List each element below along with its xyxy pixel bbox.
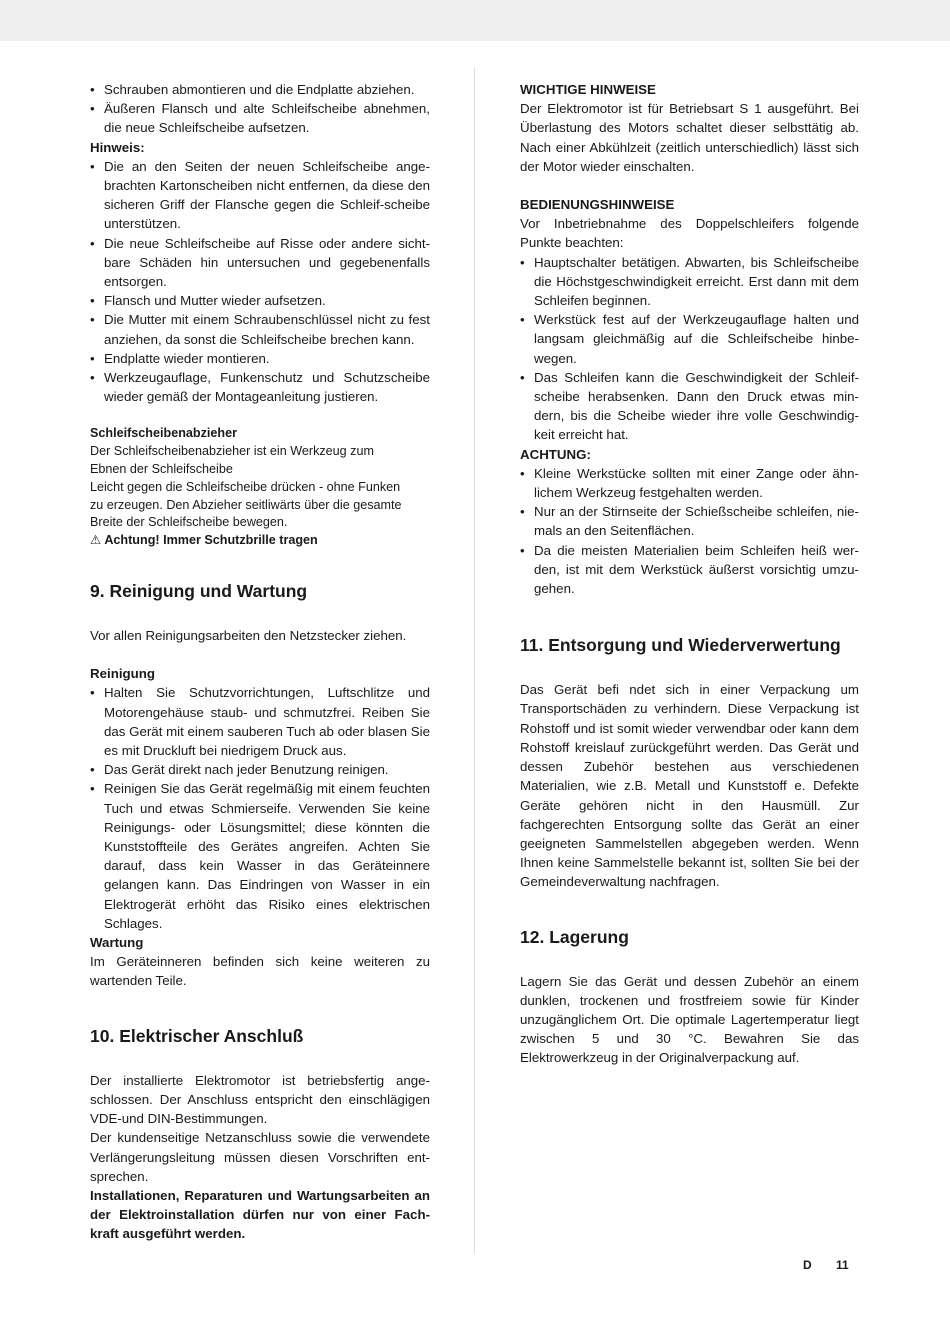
list-item: • Äußeren Flansch und alte Schleifscheibe abnehmen, die neue Schleifscheibe aufsetzen.	[90, 99, 430, 137]
right-column	[520, 80, 859, 1068]
list-item: • Flansch und Mutter wieder aufsetzen.	[90, 291, 430, 310]
list-item: • Endplatte wieder montieren.	[90, 349, 430, 368]
abzieher-line: Ebnen der Schleifscheibe	[90, 462, 233, 477]
list-item: • Kleine Werkstücke sollten mit einer Zange oder ähn-lichem Werkzeug festgehalten werden.	[520, 464, 859, 502]
list-item: • Das Gerät direkt nach jeder Benutzung reinigen.	[90, 760, 430, 779]
list-item: • Werkstück fest auf der Werkzeugauflage halten und langsam gleichmäßig auf die Schleifscheibe hinbe-wegen.	[520, 310, 859, 368]
abzieher-line: zu erzeugen. Den Abzieher seitliwärts über die gesamte	[90, 497, 402, 512]
list-item: • Werkzeugauflage, Funkenschutz und Schutzscheibe wieder gemäß der Montageanleitung justieren.	[90, 368, 430, 406]
section-12-text: Lagern Sie das Gerät und dessen Zubehör an einem dunklen, trockenen und frostfreiem sowie für Kinder unzugänglichem Ort. Die optimale Lagertemperatur liegt zwischen 5 und 30 °C. Bewahren Sie das Elektrowerkzeug in der Originalverpackung auf.	[520, 973, 859, 1066]
footer-language: D	[803, 1258, 812, 1272]
wartung-text: Im Geräteinneren befinden sich keine weiteren zu wartenden Teile.	[90, 954, 430, 989]
list-item: • Die an den Seiten der neuen Schleifscheibe ange-brachten Kartonscheiben nicht entfernen, da diese den sicheren Griff der Flansche gegen die Schleif-scheibe unterstützen.	[90, 157, 430, 234]
reinigung-list	[90, 683, 430, 933]
top-bar	[0, 0, 950, 41]
section-11-text: Das Gerät befi ndet sich in einer Verpackung um Transportschäden zu verhindern. Diese Verpackung ist Rohstoff und ist somit wieder verwendbar oder kann dem Rohstoff kreislauf zurückgeführt werden. Das Gerät und dessen Zubehör bestehen aus verschiedenen Materialien, wie z.B. Metall und Kunststoff e. Defekte Geräte gehören nicht in den Hausmüll. Zur fachgerechten Entsorgung sollte das Gerät an einer geeigneten Sammelstellen abgegeben werden. Wenn Ihnen keine Sammelstelle bekannt ist, sollten Sie bei der Gemeindeverwaltung nachfragen.	[520, 682, 859, 890]
reinigung-label: Reinigung	[90, 666, 155, 682]
list-item: • Die neue Schleifscheibe auf Risse oder andere sicht-bare Schäden hin untersuchen und gegebenenfalls entsorgen.	[90, 234, 430, 292]
section-11-title: 11. Entsorgung und Wiederverwertung	[520, 635, 841, 656]
list-item: • Da die meisten Materialien beim Schleifen heiß wer-den, ist mit dem Werkstück äußerst vorsichtig umzu-gehen.	[520, 541, 859, 599]
list-item: • Das Schleifen kann die Geschwindigkeit der Schleif-scheibe herabsenken. Dann den Druck etwas min-dern, bis die Scheibe wieder ihre volle Geschwindig-keit erreicht hat.	[520, 368, 859, 445]
section-10-warning: Installationen, Reparaturen und Wartungsarbeiten an der Elektroinstallation dürfen nur von einer Fach-kraft ausgeführt werden.	[90, 1187, 430, 1242]
list-item: • Die Mutter mit einem Schraubenschlüssel nicht zu fest anziehen, da sonst die Schleifscheibe brechen kann.	[90, 310, 430, 348]
section-10-paragraph: Der installierte Elektromotor ist betriebsfertig ange-schlossen. Der Anschluss entspricht den einschlägigen VDE-und DIN-Bestimmungen.	[90, 1072, 430, 1127]
list-item: • Nur an der Stirnseite der Schießscheibe schleifen, nie-mals an den Seitenflächen.	[520, 502, 859, 540]
wartung-label: Wartung	[90, 935, 144, 951]
abzieher-line: Der Schleifscheibenabzieher ist ein Werkzeug zum	[90, 444, 374, 459]
wichtig-title: WICHTIGE HINWEISE	[520, 82, 656, 97]
abzieher-title: Schleifscheibenabzieher	[90, 426, 237, 441]
left-column	[90, 80, 430, 1244]
bedienung-title: BEDIENUNGSHINWEISE	[520, 197, 675, 213]
section-9-intro: Vor allen Reinigungsarbeiten den Netzstecker ziehen.	[90, 628, 407, 644]
section-10-paragraph: Der kundenseitige Netzanschluss sowie die verwendete Verlängerungsleitung müssen diesen Vorschriften ent-sprechen.	[90, 1130, 430, 1184]
column-divider	[474, 68, 475, 1253]
achtung-label: ACHTUNG:	[520, 446, 591, 462]
bedienung-list	[520, 253, 859, 445]
hinweis-label: Hinweis:	[90, 139, 145, 155]
achtung-warning: ⚠ Achtung! Immer Schutzbrille tragen	[90, 533, 318, 548]
wichtig-text: Der Elektromotor ist für Betriebsart S 1 ausgeführt. Bei Überlastung des Motors schaltet dieser selbsttätig ab. Nach einer Abkühlzeit (zeitlich unterschiedlich) lässt sich der Motor wieder einschalten.	[520, 101, 859, 174]
list-item: • Schrauben abmontieren und die Endplatte abziehen.	[90, 80, 430, 99]
section-10-title: 10. Elektrischer Anschluß	[90, 1025, 304, 1046]
abzieher-line: Leicht gegen die Schleifscheibe drücken - ohne Funken	[90, 479, 401, 494]
footer-page-number: 11	[836, 1258, 849, 1272]
abzieher-block	[90, 425, 430, 550]
section-9-title: 9. Reinigung und Wartung	[90, 581, 308, 602]
abzieher-line: Breite der Schleifscheibe bewegen.	[90, 515, 288, 530]
list-item: • Reinigen Sie das Gerät regelmäßig mit einem feuchten Tuch und etwas Schmierseife. Verwenden Sie keine Reinigungs- oder Lösungsmittel; diese könnten die Kunststoffteile des Gerätes angreifen. Achten Sie darauf, dass kein Wasser in das Geräteinnere gelangen kann. Das Eindringen von Wasser in ein Elektrogerät erhöht das Risiko eines elektrischen Schlages.	[90, 779, 430, 933]
flange-steps-list	[90, 80, 430, 138]
list-item: • Halten Sie Schutzvorrichtungen, Luftschlitze und Motorengehäuse staub- und schmutzfrei. Reiben Sie das Gerät mit einem sauberen Tuch ab oder blasen Sie es mit Druckluft bei niedrigem Druck aus.	[90, 683, 430, 760]
list-item: • Hauptschalter betätigen. Abwarten, bis Schleifscheibe die Höchstgeschwindigkeit erreicht. Erst dann mit dem Schleifen beginnen.	[520, 253, 859, 311]
achtung-list	[520, 464, 859, 598]
bedienung-intro: Vor Inbetriebnahme des Doppelschleifers folgende Punkte beachten:	[520, 216, 859, 251]
hinweis-list	[90, 157, 430, 407]
section-12-title: 12. Lagerung	[520, 926, 629, 947]
